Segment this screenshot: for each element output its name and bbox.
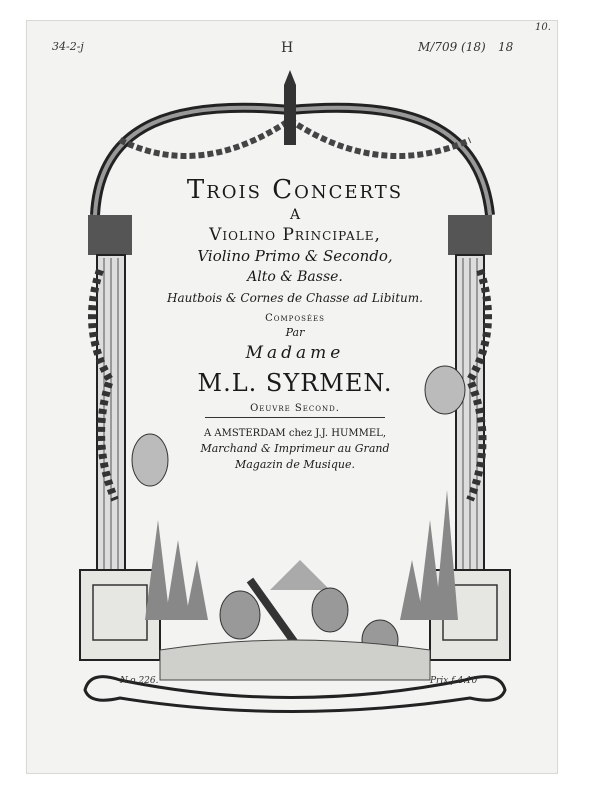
publisher-line-3: Magazin de Musique.: [234, 458, 355, 471]
plate-number: N.o 226.: [120, 676, 159, 686]
shelfmark-center: H: [281, 40, 294, 56]
title-block: [130, 175, 460, 471]
shelfmark-right: M/709 (18): [418, 40, 486, 54]
instrument-violino-principale: Violino Principale,: [209, 225, 381, 245]
par-label: Par: [285, 326, 305, 339]
shelfmark-left: 34-2-j: [52, 40, 84, 53]
title-a: A: [289, 207, 301, 223]
instrument-alto-basse: Alto & Basse.: [247, 269, 343, 285]
publisher-line-2: Marchand & Imprimeur au Grand: [200, 442, 390, 455]
divider: [205, 417, 385, 418]
work-title: Trois Concerts: [186, 175, 404, 205]
opus-label: Oeuvre Second.: [250, 403, 340, 414]
shelfmark-number: 18: [498, 40, 514, 54]
composees-label: Composées: [265, 313, 325, 324]
ground: [160, 640, 430, 680]
composer-name: M.L. SYRMEN.: [197, 369, 393, 397]
instrument-violino-primo: Violino Primo & Secondo,: [197, 247, 393, 265]
corner-number: 10.: [535, 22, 551, 33]
finial-icon: [284, 70, 296, 145]
landscape-scene: [145, 490, 458, 620]
publisher-line-1: A AMSTERDAM chez J.J. HUMMEL,: [203, 428, 387, 439]
price-label: Prix f 4.10: [430, 676, 478, 686]
instrument-hautbois: Hautbois & Cornes de Chasse ad Libitum.: [167, 291, 423, 305]
madame-label: Madame: [245, 343, 345, 363]
